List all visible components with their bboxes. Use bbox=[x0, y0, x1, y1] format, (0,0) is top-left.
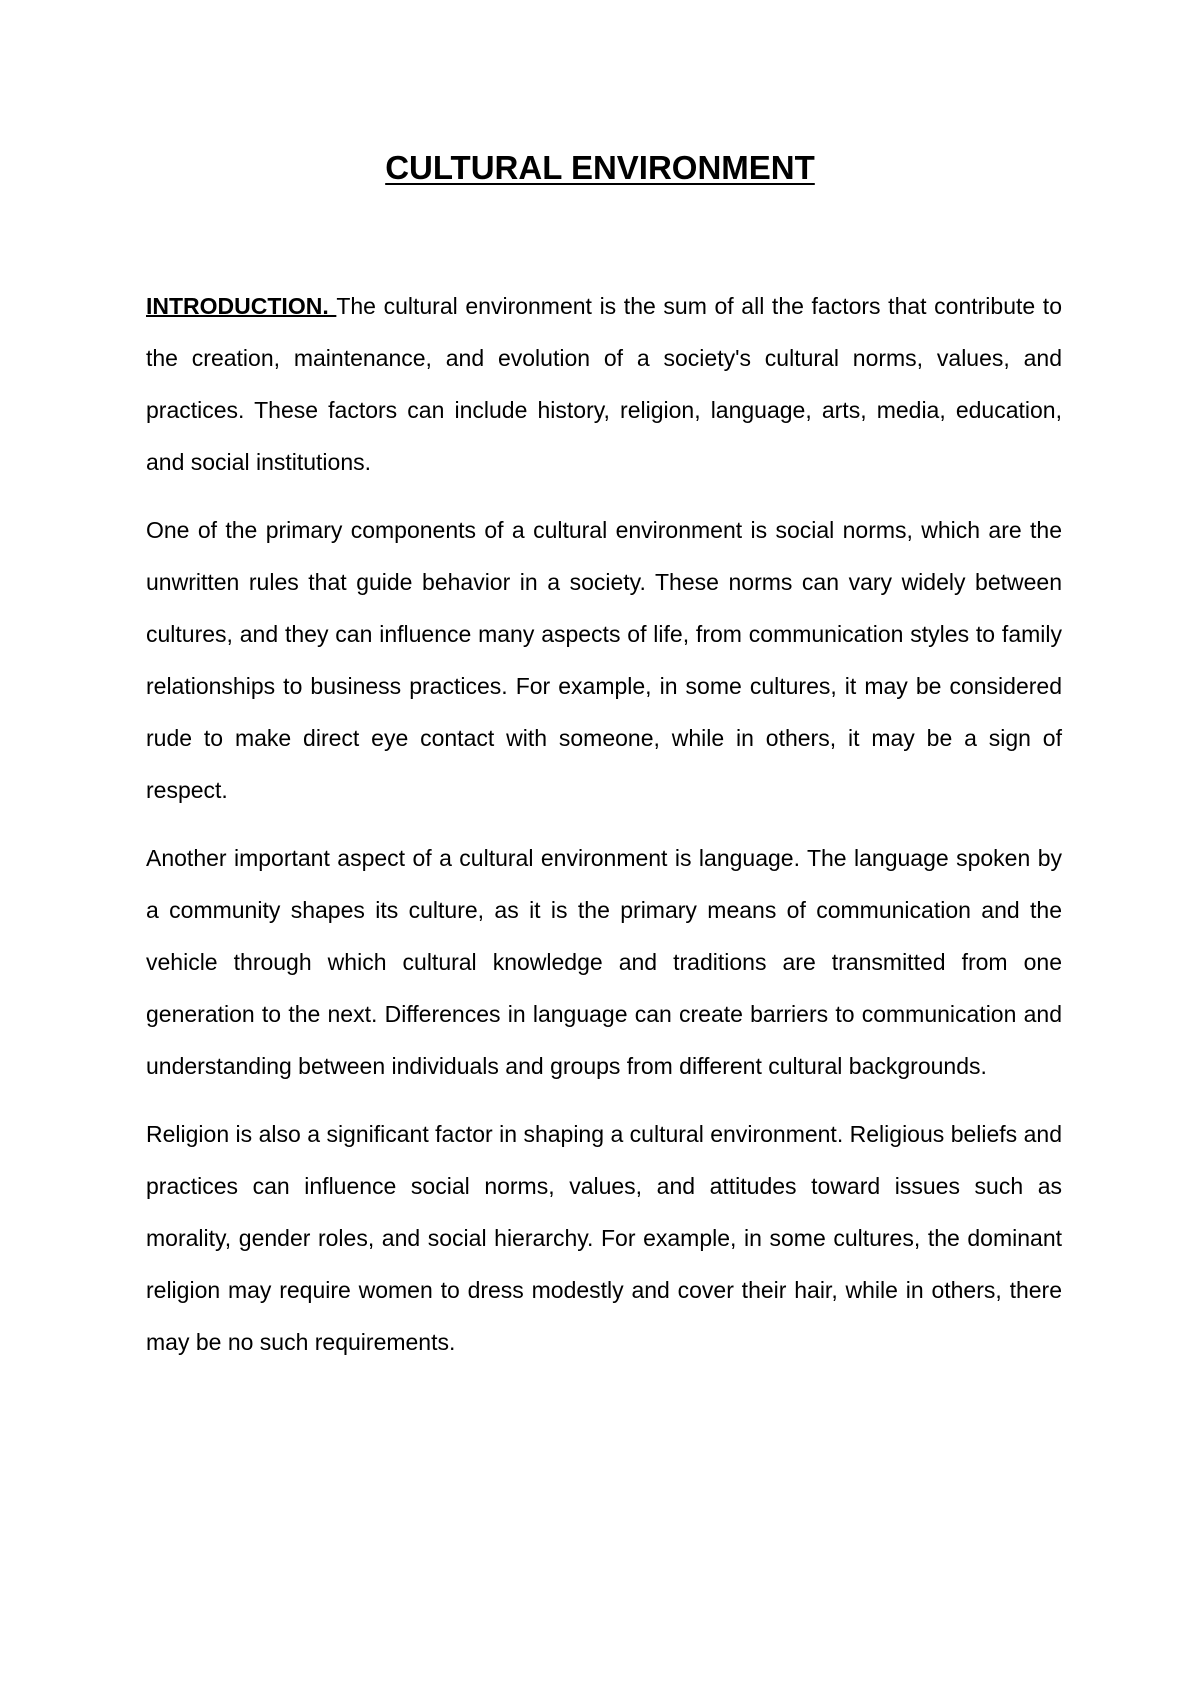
page-title: CULTURAL ENVIRONMENT bbox=[385, 149, 815, 186]
body-paragraph-language: Another important aspect of a cultural environment is language. The language spoken by a community shapes its culture, as it is the primary means of communication and the vehicle through which cultural knowledge and traditions are transmitted from one generation to the next. Differences in language can create barriers to communication and understanding between individuals and groups from different cultural backgrounds. bbox=[146, 845, 1062, 1079]
body-paragraph-religion: Religion is also a significant factor in shaping a cultural environment. Religious beliefs and practices can influence social norms, values, and attitudes toward issues such as morality, gender roles, and social hierarchy. For example, in some cultures, the dominant religion may require women to dress modestly and cover their hair, while in others, there may be no such requirements. bbox=[146, 1121, 1062, 1355]
intro-label: INTRODUCTION. bbox=[146, 293, 337, 319]
body-paragraph-social-norms: One of the primary components of a cultural environment is social norms, which are the unwritten rules that guide behavior in a society. These norms can vary widely between cultures, and they can influence many aspects of life, from communication styles to family relationships to business practices. For example, in some cultures, it may be considered rude to make direct eye contact with someone, while in others, it may be a sign of respect. bbox=[146, 517, 1062, 803]
intro-paragraph bbox=[146, 280, 1062, 488]
document-body bbox=[146, 280, 1062, 1384]
intro-text: The cultural environment is the sum of all the factors that contribute to the creation, maintenance, and evolution of a society's cultural norms, values, and practices. These factors can include history, religion, language, arts, media, education, and social institutions. bbox=[146, 293, 1062, 475]
